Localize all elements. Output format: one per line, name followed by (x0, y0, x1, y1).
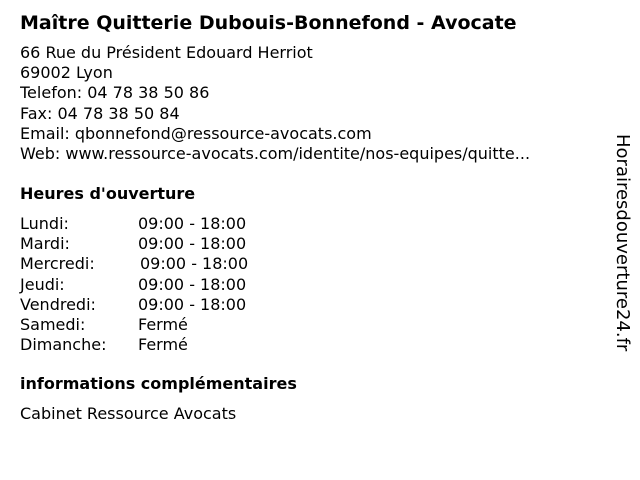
hours-value: Fermé (138, 314, 188, 334)
city-postcode: 69002 Lyon (20, 63, 113, 83)
hours-value: 09:00 - 18:00 (138, 294, 247, 314)
opening-hours-heading: Heures d'ouverture (20, 184, 196, 203)
site-watermark: Horairesdouverture24.fr (612, 134, 633, 352)
day-label: Jeudi: (20, 274, 65, 294)
additional-info-heading: informations complémentaires (20, 374, 297, 393)
email-address: Email: qbonnefond@ressource-avocats.com (20, 123, 372, 143)
hours-value: 09:00 - 18:00 (138, 274, 247, 294)
hours-value: 09:00 - 18:00 (138, 214, 247, 233)
day-label: Vendredi: (20, 294, 96, 314)
day-label: Dimanche: (20, 335, 107, 355)
website-url: Web: www.ressource-avocats.com/identite/nos-equipes/quitte... (20, 144, 531, 164)
contact-details (20, 43, 600, 164)
day-label: Lundi: (20, 214, 69, 233)
hours-value: 09:00 - 18:00 (140, 254, 249, 274)
fax-number: Fax: 04 78 38 50 84 (20, 103, 180, 123)
day-label: Mardi: (20, 234, 70, 254)
day-label: Mercredi: (20, 254, 95, 274)
phone-number: Telefon: 04 78 38 50 86 (20, 83, 210, 103)
additional-info-text: Cabinet Ressource Avocats (20, 404, 237, 423)
hours-value: 09:00 - 18:00 (138, 234, 247, 254)
day-label: Samedi: (20, 314, 86, 334)
page-title: Maître Quitterie Dubouis-Bonnefond - Avocate (20, 12, 517, 34)
hours-value: Fermé (138, 335, 188, 355)
street-address: 66 Rue du Président Edouard Herriot (20, 43, 313, 62)
